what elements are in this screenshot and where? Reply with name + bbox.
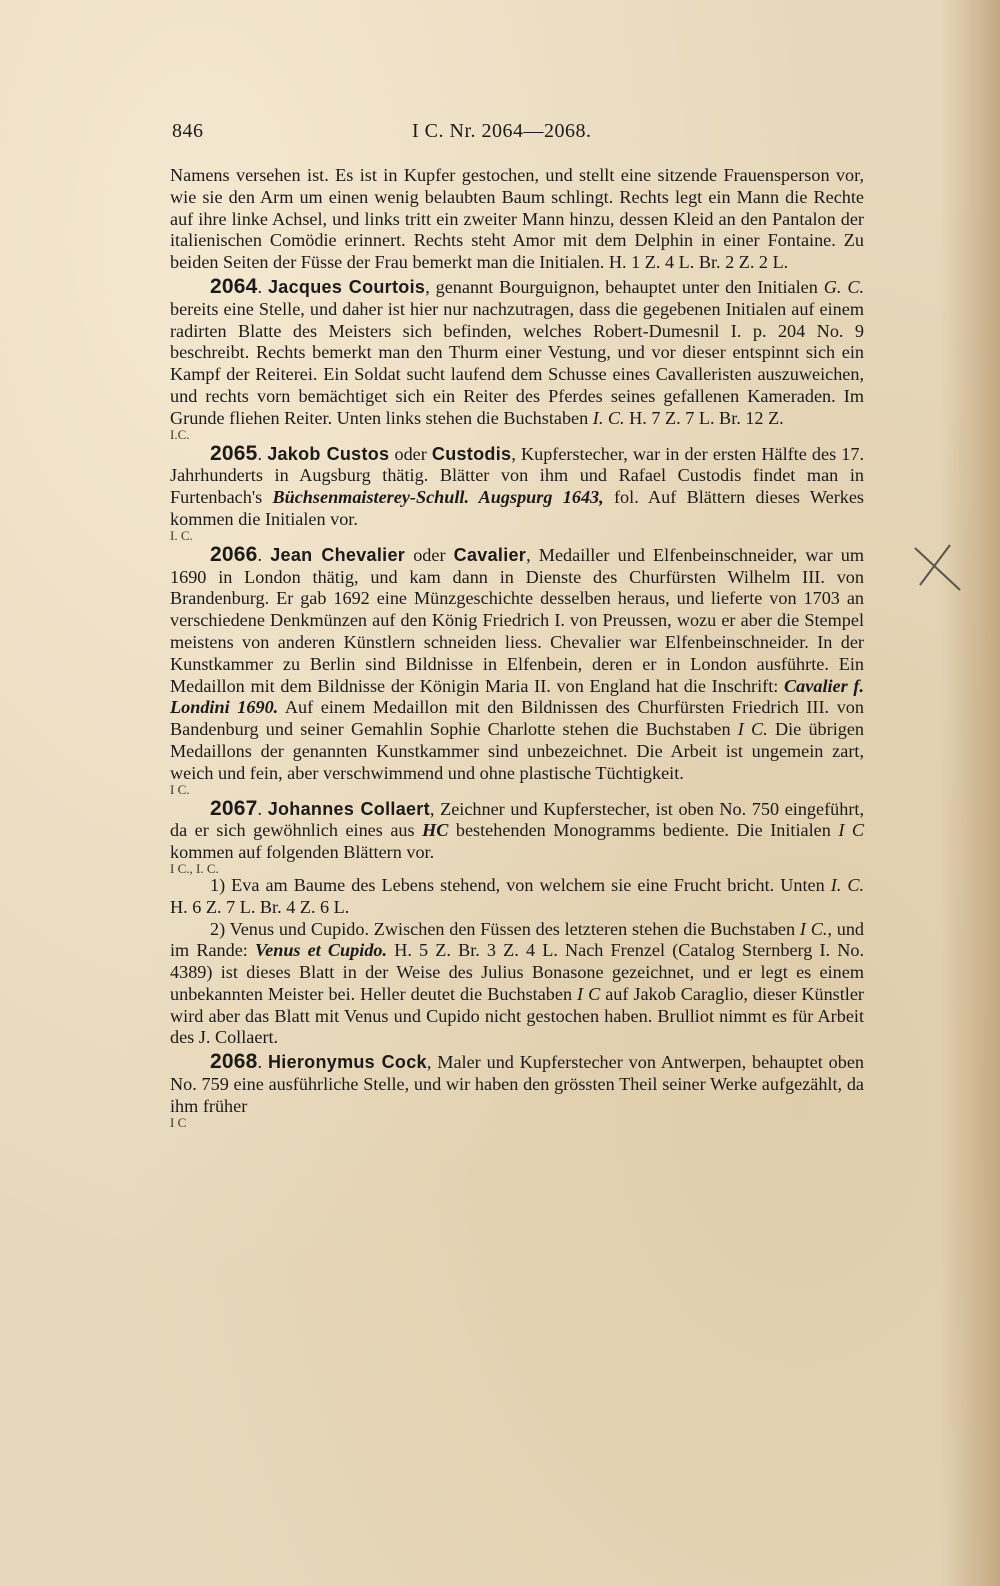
item-text: auf Jakob Caraglio, dieser Künstler wird aber das Blatt mit Venus und Cupido nicht gestochen haben. Brulliot nimmt es für Arbeit des J. Collaert.	[170, 983, 864, 1048]
monogram-2067: I C., I. C.	[170, 860, 219, 876]
artist-name-alt: Custodis	[431, 443, 512, 464]
page-header	[172, 120, 862, 150]
item-text: 1) Eva am Baume des Lebens stehend, von welchem sie eine Frucht bricht. Unten	[210, 874, 831, 895]
entry-text: bestehenden Monogramms bediente. Die Initialen	[448, 820, 839, 841]
monogram-ref: HC	[422, 820, 449, 841]
page-number: 846	[172, 120, 204, 142]
entry-text: H. 7 Z. 7 L. Br. 12 Z.	[624, 407, 784, 428]
entry-text: Die übrigen Medaillons der genannten Kunstkammer sind unbezeichnet. Die Arbeit ist ungemein zart, weich und fein, aber verschwimmend und ohne plastische Tüchtigkeit.	[170, 719, 865, 783]
running-title: I C. Nr. 2064—2068.	[412, 120, 592, 142]
artist-name-alt: Cavalier	[453, 544, 527, 565]
initials: I. C.	[830, 874, 865, 895]
monogram-2066: I C.	[170, 781, 190, 797]
entry-2065: 2065. Jakob Custos oder Custodis, Kupferstecher, war in der ersten Hälfte des 17. Jahrhunderts in Augsburg thätig. Blätter von ihm und Rafael Custodis findet man in Furtenbach's Büchsenmaisterey-Schull. Augspurg 1643, fol. Auf Blättern dieses Werkes kommen die Initialen vor.	[170, 441, 864, 529]
monogram-2064: I.C.	[170, 426, 190, 442]
continuation-paragraph: Namens versehen ist. Es ist in Kupfer gestochen, und stellt eine sitzende Frauensperson vor, wie sie den Arm um einen wenig belaubten Baum schlingt. Rechts legt ein Mann die Rechte auf ihre linke Achsel, und links tritt ein zweiter Mann hinzu, dessen Kleid an den Pantalon der italienischen Comödie erinnert. Rechts steht Amor mit dem Delphin in einer Fontaine. Zu beiden Seiten der Füsse der Frau bemerkt man die Initialen. H. 1 Z. 4 L. Br. 2 Z. 2 L.	[170, 165, 864, 273]
artist-name: Jacques Courtois	[267, 276, 426, 297]
list-item	[170, 919, 864, 1050]
entry-text: , Medailler und Elfenbeinschneider, war um 1690 in London thätig, und kam dann in Dienste des Churfürsten Wilhelm III. von Brandenburg. Er gab 1692 eine Münzgeschichte desselben heraus, und lieferte von 1703 an verschiedene Denkmünzen auf den König Friedrich I. von Preussen, wozu er aber die Stempel meistens von anderen Künstlern schneiden liess. Chevalier war Elfenbeinschneider. In der Kunstkammer zu Berlin sind Bildnisse in Elfenbein, deren er in London ausführte. Ein Medaillon mit dem Bildnisse der Königin Maria II. von England hat die Inschrift:	[170, 544, 864, 696]
initials: I C.,	[799, 918, 832, 939]
entry-number: 2066	[210, 542, 258, 566]
artist-name: Jakob Custos	[267, 443, 390, 464]
entry-2066: 2066. Jean Chevalier oder Cavalier, Medailler und Elfenbeinschneider, war um 1690 in London thätig, und kam dann in Dienste des Churfürsten Wilhelm III. von Brandenburg. Er gab 1692 eine Münzgeschichte desselben heraus, und lieferte von 1703 an verschiedene Denkmünzen auf den König Friedrich I. von Preussen, wozu er aber die Stempel meistens von anderen Künstlern schneiden liess. Chevalier war Elfenbeinschneider. In der Kunstkammer zu Berlin sind Bildnisse in Elfenbein, deren er in London ausführte. Ein Medaillon mit dem Bildnisse der Königin Maria II. von England hat die Inschrift: Cavalier f. Londini 1690. Auf einem Medaillon mit den Bildnissen des Churfürsten Friedrich III. von Bandenburg und seiner Gemahlin Sophie Charlotte stehen die Buchstaben I C. Die übrigen Medaillons der genannten Kunstkammer sind unbezeichnet. Die Arbeit ist ungemein zart, weich und fein, aber verschwimmend und ohne plastische Tüchtigkeit.	[170, 542, 865, 783]
entry-number: 2067	[210, 796, 258, 820]
monogram-2065: I. C.	[170, 527, 193, 543]
entry-number: 2065	[210, 441, 258, 465]
initials: I C.	[737, 719, 768, 740]
entry-text: , Maler und Kupferstecher von Antwerpen, behauptet oben No. 759 eine ausführliche Stelle, und wir haben den grössten Theil seiner Werke aufgezählt, da ihm früher	[170, 1052, 864, 1116]
item-text: H. 5 Z. Br. 3 Z. 4 L. Nach Frenzel (Catalog Sternberg I. No. 4389) ist dieses Blatt in der Weise des Julius Bonasone gezeichnet, und er legt es einem unbekannten Meister bei. Heller deutet die Buchstaben	[170, 940, 865, 1004]
entry-text: fol. Auf Blättern dieses Werkes kommen die Initialen vor.	[170, 487, 864, 529]
entry-2067: 2067. Johannes Collaert, Zeichner und Kupferstecher, ist oben No. 750 eingeführt, da er sich gewöhnlich eines aus HC bestehenden Monogramms bediente. Die Initialen I C kommen auf folgenden Blättern vor.	[170, 796, 865, 863]
entry-text: , genannt Bourguignon, behauptet unter den Initialen	[425, 276, 824, 297]
initials: I C	[577, 983, 601, 1004]
entry-number: 2064	[210, 274, 258, 298]
name-joiner: oder	[405, 544, 454, 565]
margin-mark-icon	[910, 540, 970, 600]
entry-2068: 2068. Hieronymus Cock, Maler und Kupferstecher von Antwerpen, behauptet oben No. 759 eine ausführliche Stelle, und wir haben den grössten Theil seiner Werke aufgezählt, da ihm früher	[170, 1050, 864, 1116]
list-item	[170, 875, 864, 919]
book-title: Büchsenmaisterey-Schull. Augspurg 1643,	[272, 487, 604, 508]
monogram-2068: I C	[170, 1114, 187, 1130]
artist-name: Johannes Collaert	[267, 798, 430, 819]
entry-2064: 2064. Jacques Courtois, genannt Bourguignon, behauptet unter den Initialen G. C. bereits eine Stelle, und daher ist hier nur nachzutragen, dass die gegebenen Initialen auf einem radirten Blatte des Meisters sich befinden, welches Robert-Dumesnil I. p. 204 No. 9 beschreibt. Rechts bemerkt man den Thurm einer Vestung, und vor dieser entspinnt sich ein Kampf der Reiterei. Ein Soldat sucht laufend dem Schusse eines Cavalleristen auszuweichen, und rechts vorn bemächtiget sich ein Reiter des Pferdes seines gefallenen Kameraden. Im Grunde fliehen Reiter. Unten links stehen die Buchstaben I. C. H. 7 Z. 7 L. Br. 12 Z.	[170, 274, 865, 428]
entry-text: , Zeichner und Kupferstecher, ist oben No. 750 eingeführt, da er sich gewöhnlich eines aus	[170, 798, 864, 841]
entry-text: , Kupferstecher, war in der ersten Hälfte des 17. Jahrhunderts in Augsburg thätig. Blätter von ihm und Rafael Custodis findet man in Furtenbach's	[170, 443, 864, 508]
item-text: H. 6 Z. 7 L. Br. 4 Z. 6 L.	[170, 896, 350, 917]
entry-text: kommen auf folgenden Blättern vor.	[170, 842, 435, 863]
entry-number: 2068	[210, 1050, 258, 1074]
page-body	[170, 165, 864, 1129]
initials: I. C.	[592, 407, 625, 428]
entry-text: Auf einem Medaillon mit den Bildnissen des Churfürsten Friedrich III. von Bandenburg und seiner Gemahlin Sophie Charlotte stehen die Buchstaben	[170, 697, 864, 740]
initials: G. C.	[823, 276, 865, 297]
item-text: und im Rande:	[170, 918, 865, 961]
artist-name: Hieronymus Cock	[267, 1052, 427, 1073]
entry-text: bereits eine Stelle, und daher ist hier nur nachzutragen, dass die gegebenen Initialen auf einem radirten Blatte des Meisters sich befinden, welches Robert-Dumesnil I. p. 204 No. 9 beschreibt. Rechts bemerkt man den Thurm einer Vestung, und vor dieser entspinnt sich ein Kampf der Reiterei. Ein Soldat sucht laufend dem Schusse eines Cavalleristen auszuweichen, und rechts vorn bemächtiget sich ein Reiter des Pferdes seines gefallenen Kameraden. Im Grunde fliehen Reiter. Unten links stehen die Buchstaben	[170, 298, 864, 428]
artist-name: Jean Chevalier	[270, 544, 406, 565]
inscription: Cavalier f. Londini 1690.	[170, 675, 864, 718]
name-joiner: oder	[389, 443, 432, 464]
item-text: 2) Venus und Cupido. Zwischen den Füssen des letzteren stehen die Buchstaben	[210, 918, 800, 939]
initials: I C	[838, 820, 865, 841]
inscription: Venus et Cupido.	[255, 940, 388, 961]
